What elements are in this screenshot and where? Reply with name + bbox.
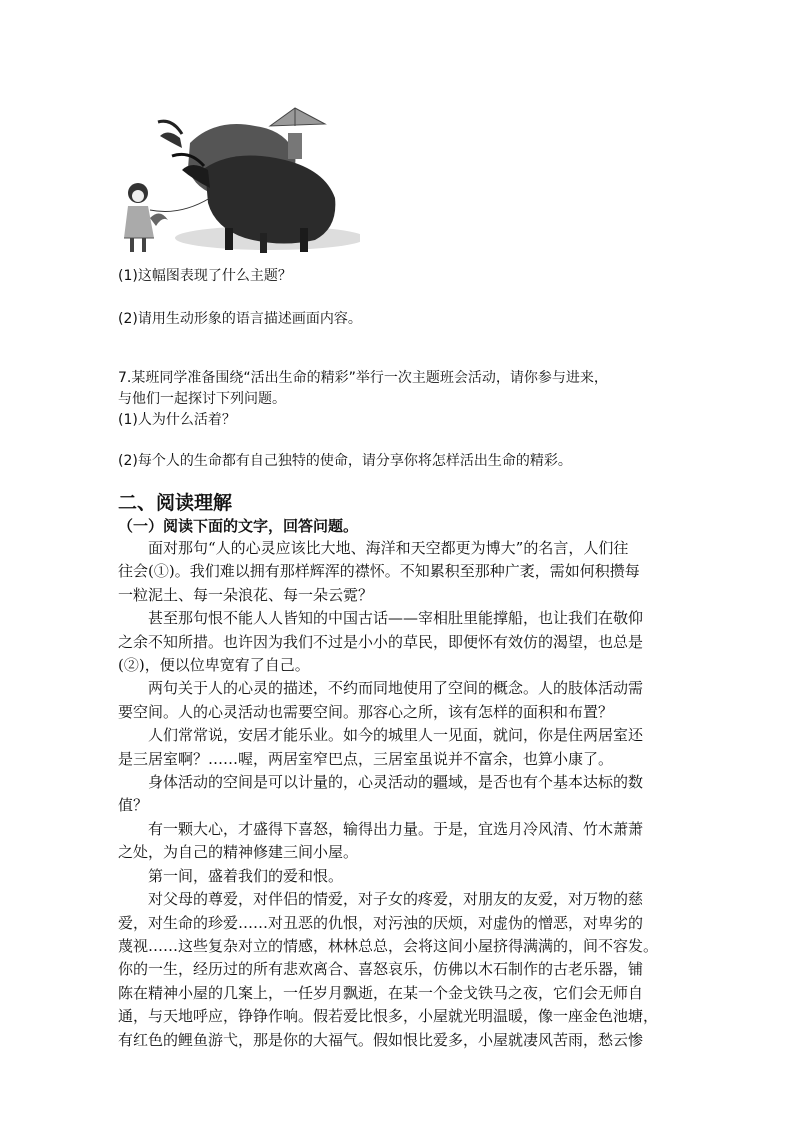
passage-line: 陈在精神小屋的几案上，一任岁月飘逝，在某一个金戈铁马之夜，它们会无师自: [118, 983, 644, 1002]
passage-line: 你的一生，经历过的所有悲欢离合、喜怒哀乐，仿佛以木石制作的古老乐器，铺: [118, 960, 644, 979]
section-subtitle: （一）阅读下面的文字，回答问题。: [118, 517, 359, 535]
buffalo-illustration-icon: [120, 98, 360, 263]
passage-line: 人们常常说，安居才能乐业。如今的城里人一见面，就问，你是住两居室还: [148, 726, 644, 745]
passage-line: 值？: [118, 796, 149, 815]
section-title: 二、阅读理解: [118, 492, 233, 514]
question-7-line-2: 与他们一起探讨下列问题。: [118, 391, 286, 407]
passage-line: 有一颗大心，才盛得下喜怒，输得出力量。于是，宜选月冷风清、竹木萧萧: [148, 819, 644, 838]
passage-line: 第一间，盛着我们的爱和恨。: [148, 866, 344, 885]
passage-line: 对父母的尊爱，对伴侣的情爱，对子女的疼爱，对朋友的友爱，对万物的慈: [148, 890, 644, 909]
passage-line: (②)，便以位卑宽宥了自己。: [118, 656, 310, 675]
passage-line: 往会(①)。我们难以拥有那样辉浑的襟怀。不知累积至那种广袤，需如何积攒每: [118, 562, 640, 581]
passage-line: 两句关于人的心灵的描述，不约而同地使用了空间的概念。人的肢体活动需: [148, 679, 644, 698]
passage-line: 通，与天地呼应，铮铮作响。假若爱比恨多，小屋就光明温暖，像一座金色池塘，: [118, 1007, 659, 1026]
passage-line: 身体活动的空间是可以计量的，心灵活动的疆域，是否也有个基本达标的数: [148, 773, 644, 792]
passage-line: 之处，为自己的精神修建三间小屋。: [118, 843, 359, 862]
question-7-sub-2: (2)每个人的生命都有自己独特的使命，请分享你将怎样活出生命的精彩。: [118, 453, 572, 469]
passage-line: 之余不知所措。也许因为我们不过是小小的草民，即便怀有效仿的渴望，也总是: [118, 632, 644, 651]
question-2: (2)请用生动形象的语言描述画面内容。: [118, 311, 362, 327]
passage-line: 要空间。人的心灵活动也需要空间。那容心之所，该有怎样的面积和布置？: [118, 702, 614, 721]
passage-line: 爱，对生命的珍爱……对丑恶的仇恨，对污浊的厌烦，对虚伪的憎恶，对卑劣的: [118, 913, 644, 932]
reading-passage: [118, 537, 678, 1052]
passage-line: 面对那句“人的心灵应该比大地、海洋和天空都更为博大”的名言，人们往: [148, 539, 629, 557]
passage-line: 一粒泥土、每一朵浪花、每一朵云霓？: [118, 585, 374, 604]
question-7-sub-1: (1)人为什么活着？: [118, 412, 236, 428]
passage-line: 是三居室啊？……喔，两居室窄巴点，三居室虽说并不富余，也算小康了。: [118, 749, 614, 768]
passage-line: 蔑视……这些复杂对立的情感，林林总总，会将这间小屋挤得满满的，间不容发。: [118, 936, 659, 955]
question-7-line-1: 7.某班同学准备围绕“活出生命的精彩”举行一次主题班会活动，请你参与进来，: [118, 370, 608, 386]
question-1: (1)这幅图表现了什么主题？: [118, 268, 292, 284]
passage-line: 甚至那句恨不能人人皆知的中国古话——宰相肚里能撑船，也让我们在敬仰: [148, 609, 644, 628]
passage-line: 有红色的鲤鱼游弋，那是你的大福气。假如恨比爱多，小屋就凄风苦雨，愁云惨: [118, 1030, 644, 1049]
